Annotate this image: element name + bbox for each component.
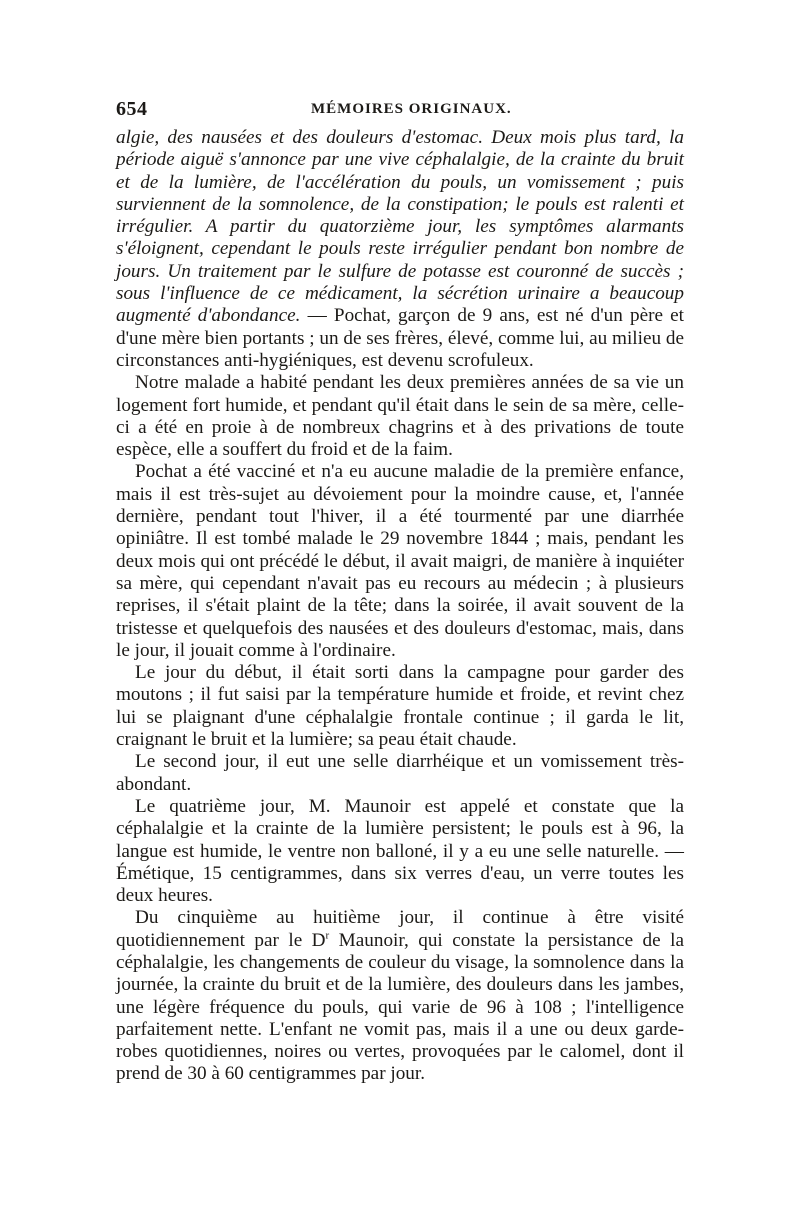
paragraph-fourth-day: Le quatrième jour, M. Maunoir est appelé et constate que la céphalalgie et la crainte de la lumière persistent; le pouls est à 96, la langue est humide, le ventre non balloné, il y a eu une selle naturelle. — Émétique, 15 centigrammes, dans six verres d'eau, un verre toutes les deux heures.: [116, 795, 684, 907]
page-body: [116, 127, 684, 1086]
paragraph-second-day: Le second jour, il eut une selle diarrhéique et un vomissement très-abondant.: [116, 751, 684, 795]
paragraph-fifth-to-eighth-day: [116, 907, 684, 1085]
doctor-abbrev-sup: r: [325, 929, 330, 942]
case-intro: — Pochat, garçon de 9 ans, est né d'un père et d'une mère bien portants ; un de ses frères, élevé, comme lui, au milieu de circonstances anti-hygiéniques, est devenu scrofuleux.: [116, 305, 684, 371]
paragraph-case-summary: [116, 127, 684, 372]
page-header: [116, 98, 684, 124]
paragraph-history: Notre malade a habité pendant les deux premières années de sa vie un logement fort humide, et pendant qu'il était dans le sein de sa mère, celle-ci a été en proie à de nombreux chagrins et à des privations de toute espèce, elle a souffert du froid et de la faim.: [116, 372, 684, 461]
running-head: MÉMOIRES ORIGINAUX.: [311, 101, 512, 117]
p7-text-a: Du cinquième au huitième jour, il continue à être visité quotidiennement par le D: [116, 907, 684, 951]
p7-text-b: Maunoir, qui constate la persistance de la céphalalgie, les changements de couleur du visage, la somnolence dans la journée, la crainte du bruit et de la lumière, des douleurs dans les jambes, une légère fréquence du pouls, qui varie de 96 à 108 ; l'intelligence parfaitement nette. L'enfant ne vomit pas, mais il a une ou deux garde-robes quotidiennes, noires ou vertes, provoquées par le calomel, dont il prend de 30 à 60 centigrammes par jour.: [116, 929, 684, 1085]
paragraph-antecedents: Pochat a été vacciné et n'a eu aucune maladie de la première enfance, mais il est très-sujet au dévoiement pour la moindre cause, et, l'année dernière, pendant tout l'hiver, il a été tourmenté par une diarrhée opiniâtre. Il est tombé malade le 29 novembre 1844 ; mais, pendant les deux mois qui ont précédé le début, il avait maigri, de manière à inquiéter sa mère, qui cependant n'avait pas eu recours au médecin ; à plusieurs reprises, il s'était plaint de la tête; dans la soirée, il avait souvent de la tristesse et quelquefois des nausées et des douleurs d'estomac, mais, dans le jour, il jouait comme à l'ordinaire.: [116, 461, 684, 661]
paragraph-onset: Le jour du début, il était sorti dans la campagne pour garder des moutons ; il fut saisi par la température humide et froide, et revint chez lui se plaignant d'une céphalalgie frontale continue ; il garda le lit, craignant le bruit et la lumière; sa peau était chaude.: [116, 662, 684, 751]
page-number: 654: [116, 98, 148, 120]
case-summary-italic: algie, des nausées et des douleurs d'estomac. Deux mois plus tard, la période aiguë s'annonce par une vive céphalalgie, de la crainte du bruit et de la lumière, de l'accélération du pouls, un vomissement ; puis surviennent de la somnolence, de la constipation; le pouls est ralenti et irrégulier. A partir du quatorzième jour, les symptômes alarmants s'éloignent, cependant le pouls reste irrégulier pendant bon nombre de jours. Un traitement par le sulfure de potasse est couronné de succès ; sous l'influence de ce médicament, la sécrétion urinaire a beaucoup augmenté d'abondance.: [116, 127, 684, 327]
